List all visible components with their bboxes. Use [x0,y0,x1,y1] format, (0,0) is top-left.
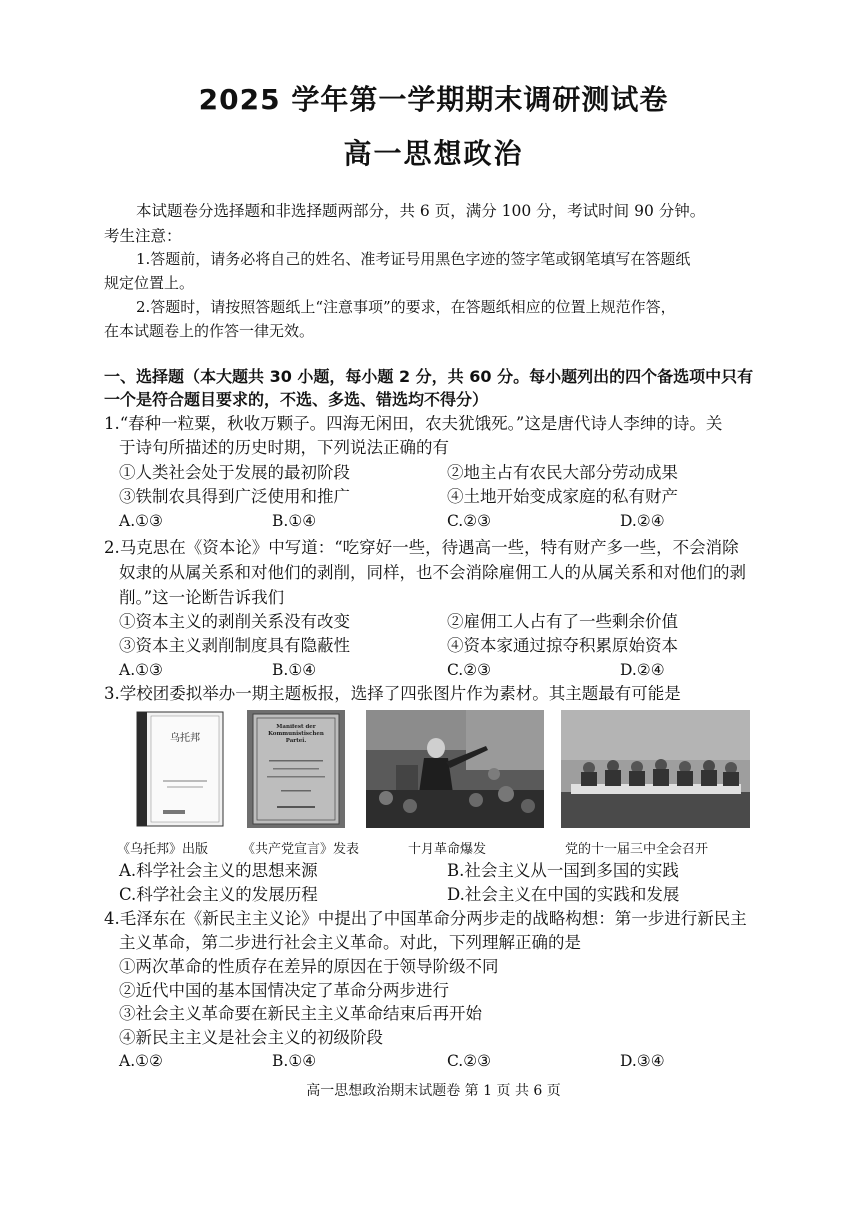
q2-choice-a: A.①③ [119,661,163,679]
q1-statement-2: ②地主占有农民大部分劳动成果 [447,463,678,482]
section-heading-line1: 一、选择题（本大题共 30 小题，每小题 2 分，共 60 分。每小题列出的四个备选项中只有 [104,367,754,386]
q2-statement-3: ③资本主义剥削制度具有隐蔽性 [119,636,350,655]
utopia-book-title: 乌托邦 [170,733,200,744]
q1-statement-3: ③铁制农具得到广泛使用和推广 [119,487,350,506]
q3-option-d: D.社会主义在中国的实践和发展 [447,885,680,904]
caption-utopia: 《乌托邦》出版 [117,842,209,857]
third-plenary-session-image [561,710,750,828]
q2-statement-2: ②雇佣工人占有了一些剩余价值 [447,612,678,631]
q4-choice-d: D.③④ [620,1052,665,1070]
q3-option-a: A.科学社会主义的思想来源 [119,861,318,880]
q1-stem-line2: 于诗句所描述的历史时期，下列说法正确的有 [119,438,449,457]
utopia-book-image [133,710,228,828]
manifesto-image [247,710,345,828]
q2-choice-c: C.②③ [447,661,492,679]
notice-2-line2: 在本试题卷上的作答一律无效。 [104,322,315,340]
notice-title: 考生注意： [104,227,182,245]
q2-choice-d: D.②④ [620,661,665,679]
q2-statement-1: ①资本主义的剥削关系没有改变 [119,612,350,631]
page-footer: 高一思想政治期末试题卷 第 1 页 共 6 页 [306,1083,561,1099]
caption-manifesto: 《共产党宣言》发表 [242,842,360,857]
q1-stem-line1: 1.“春种一粒粟，秋收万颗子。四海无闲田，农夫犹饿死。”这是唐代诗人李绅的诗。关 [104,414,723,433]
exam-subject: 高一思想政治 [343,137,524,170]
q4-statement-4: ④新民主主义是社会主义的初级阶段 [119,1028,383,1047]
q4-stem-line1: 4.毛泽东在《新民主主义论》中提出了中国革命分两步走的战略构想：第一步进行新民主 [104,909,747,928]
notice-1-line1: 1.答题前，请务必将自己的姓名、准考证号用黑色字迹的签字笔或钢笔填写在答题纸 [136,250,691,268]
q2-statement-4: ④资本家通过掠夺积累原始资本 [447,636,678,655]
q1-statement-4: ④土地开始变成家庭的私有财产 [447,487,678,506]
intro-text: 本试题卷分选择题和非选择题两部分，共 6 页，满分 100 分，考试时间 90 分钟。 [136,202,706,220]
q1-choice-a: A.①③ [119,512,163,530]
q1-choice-b: B.①④ [272,512,317,530]
q4-statement-1: ①两次革命的性质存在差异的原因在于领导阶级不同 [119,957,499,976]
q4-choice-c: C.②③ [447,1052,492,1070]
manifesto-cover-title: Manifest der Kommunistischen Partei. [268,724,324,745]
q1-choice-d: D.②④ [620,512,665,530]
q1-choice-c: C.②③ [447,512,492,530]
q2-stem-line3: 削。”这一论断告诉我们 [119,588,285,607]
q2-choice-b: B.①④ [272,661,317,679]
notice-2-line1: 2.答题时，请按照答题纸上“注意事项”的要求，在答题纸相应的位置上规范作答， [136,298,676,316]
q4-choice-b: B.①④ [272,1052,317,1070]
q3-stem: 3.学校团委拟举办一期主题板报，选择了四张图片作为素材。其主题最有可能是 [104,684,681,703]
q4-choice-a: A.①② [119,1052,163,1070]
caption-third-plenary: 党的十一届三中全会召开 [565,842,709,857]
q1-statement-1: ①人类社会处于发展的最初阶段 [119,463,350,482]
caption-october-revolution: 十月革命爆发 [408,842,487,857]
section-heading-line2: 一个是符合题目要求的，不选、多选、错选均不得分） [104,390,489,409]
q4-statement-2: ②近代中国的基本国情决定了革命分两步进行 [119,981,449,1000]
q4-stem-line2: 主义革命，第二步进行社会主义革命。对此，下列理解正确的是 [119,933,581,952]
q2-stem-line2: 奴隶的从属关系和对他们的剥削，同样，也不会消除雇佣工人的从属关系和对他们的剥 [119,563,746,582]
exam-title: 2025 学年第一学期期末调研测试卷 [198,83,669,116]
q3-option-c: C.科学社会主义的发展历程 [119,885,318,904]
notice-1-line2: 规定位置上。 [104,274,195,292]
q3-option-b: B.社会主义从一国到多国的实践 [447,861,679,880]
q2-stem-line1: 2.马克思在《资本论》中写道：“吃穿好一些，待遇高一些，特有财产多一些，不会消除 [104,538,739,557]
october-revolution-image [366,710,544,828]
q4-statement-3: ③社会主义革命要在新民主主义革命结束后再开始 [119,1004,482,1023]
